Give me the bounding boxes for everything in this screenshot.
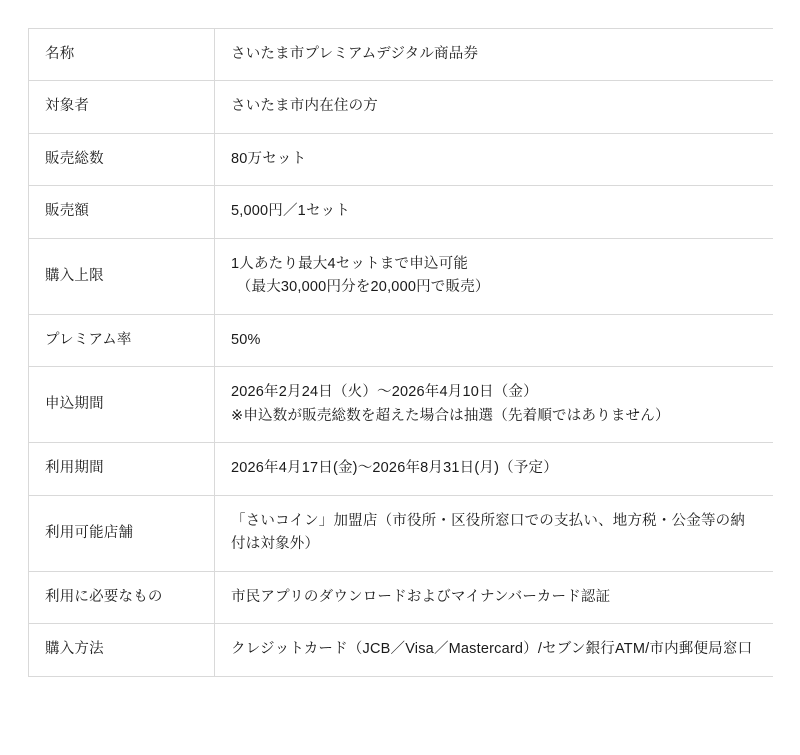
value-line: 5,000円／1セット [231,203,351,220]
row-value [215,314,773,366]
row-value [215,495,773,571]
table-row [29,238,773,314]
value-line: 50% [231,331,261,348]
row-value [215,133,773,185]
row-label: プレミアム率 [29,314,215,366]
value-line: 2026年4月17日(金)〜2026年8月31日(月)（予定） [231,460,558,477]
row-label: 対象者 [29,81,215,133]
row-label: 利用に必要なもの [29,571,215,623]
row-label: 購入方法 [29,624,215,676]
table-row [29,314,773,366]
row-value [215,571,773,623]
row-label: 利用可能店舗 [29,495,215,571]
row-label: 購入上限 [29,238,215,314]
table-row [29,133,773,185]
value-line: さいたま市プレミアムデジタル商品券 [231,46,479,62]
row-value [215,238,773,314]
value-line: 市民アプリのダウンロードおよびマイナンバーカード認証 [231,588,611,605]
table-row [29,186,773,238]
value-line: 「さいコイン」加盟店（市役所・区役所窓口での支払い、地方税・公金等の納付は対象外） [231,512,746,553]
row-value [215,29,773,81]
row-label: 名称 [29,29,215,81]
value-line: 2026年2月24日（火）〜2026年4月10日（金） [231,384,538,401]
table-row [29,29,773,81]
value-line: クレジットカード（JCB／Visa／Mastercard）/セブン銀行ATM/市内郵便局窓口 [231,641,753,658]
table-row [29,495,773,571]
value-line: さいたま市内在住の方 [231,98,378,115]
table-row [29,571,773,623]
row-value [215,81,773,133]
value-line: 1人あたり最大4セットまで申込可能 [231,255,469,272]
table-row [29,81,773,133]
table-row [29,624,773,676]
value-line: （最大30,000円分を20,000円で販売） [236,279,490,296]
row-label: 販売総数 [29,133,215,185]
value-line: ※申込数が販売総数を超えた場合は抽選（先着順ではありません） [231,407,670,424]
row-value [215,624,773,676]
product-spec-table [28,28,773,677]
row-value [215,367,773,443]
row-label: 申込期間 [29,367,215,443]
table-row [29,367,773,443]
table-row [29,443,773,495]
value-line: 80万セット [231,150,307,167]
table-body [29,29,773,677]
row-value [215,443,773,495]
row-value [215,186,773,238]
row-label: 利用期間 [29,443,215,495]
row-label: 販売額 [29,186,215,238]
